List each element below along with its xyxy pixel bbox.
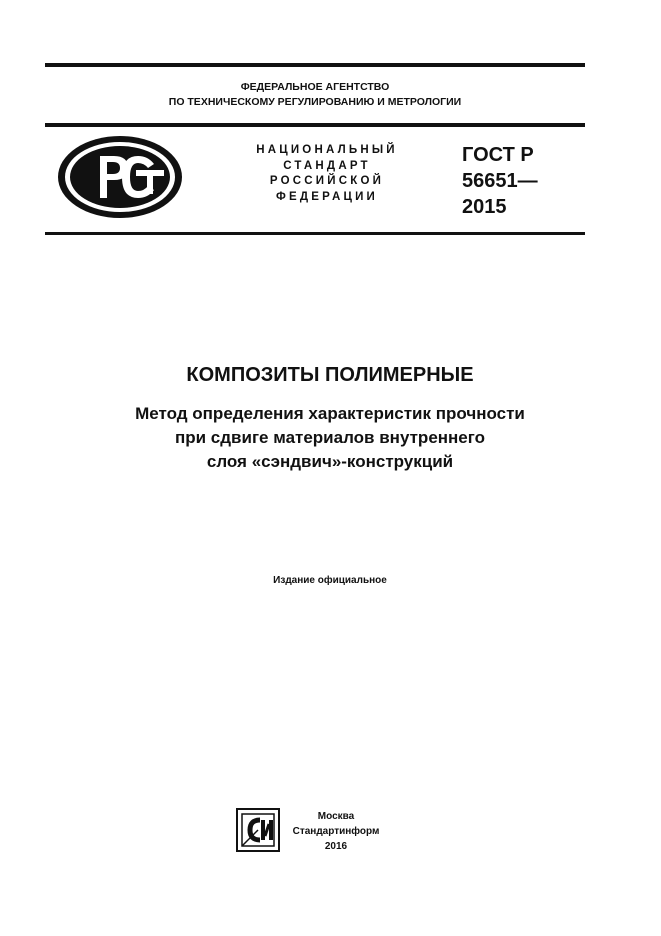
designation-line-1: ГОСТ Р	[462, 144, 534, 166]
subtitle-line-3: слоя «сэндвич»-конструкций	[206, 452, 454, 471]
subtitle-line-1: Метод определения характеристик прочности	[135, 404, 525, 423]
national-line-4: ФЕДЕРАЦИИ	[275, 190, 379, 203]
publication-year: 2016	[324, 841, 348, 852]
agency-line-1: ФЕДЕРАЛЬНОЕ АГЕНТСТВО	[240, 81, 390, 93]
document-title: КОМПОЗИТЫ ПОЛИМЕРНЫЕ	[186, 364, 474, 386]
bottom-rule	[45, 232, 585, 235]
edition-label: Издание официальное	[273, 575, 387, 586]
agency-line-2: ПО ТЕХНИЧЕСКОМУ РЕГУЛИРОВАНИЮ И МЕТРОЛОГИИ	[168, 96, 462, 108]
publisher-city: Москва	[317, 811, 355, 822]
designation-line-2: 56651—	[462, 170, 538, 192]
publisher-block	[286, 809, 386, 854]
document-subtitle	[45, 402, 615, 474]
standartinform-logo-icon	[236, 808, 280, 852]
agency-header	[45, 80, 585, 110]
top-rule	[45, 63, 585, 67]
national-line-1: НАЦИОНАЛЬНЫЙ	[256, 144, 398, 156]
rst-logo-icon	[56, 134, 184, 220]
subtitle-line-2: при сдвиге материалов внутреннего	[174, 428, 486, 447]
standard-designation	[462, 142, 582, 220]
national-line-2: СТАНДАРТ	[283, 159, 371, 172]
national-standard-label	[232, 143, 422, 205]
national-line-3: РОССИЙСКОЙ	[269, 175, 385, 187]
publisher-name: Стандартинформ	[292, 826, 380, 837]
designation-line-3: 2015	[462, 196, 507, 218]
middle-rule	[45, 123, 585, 127]
